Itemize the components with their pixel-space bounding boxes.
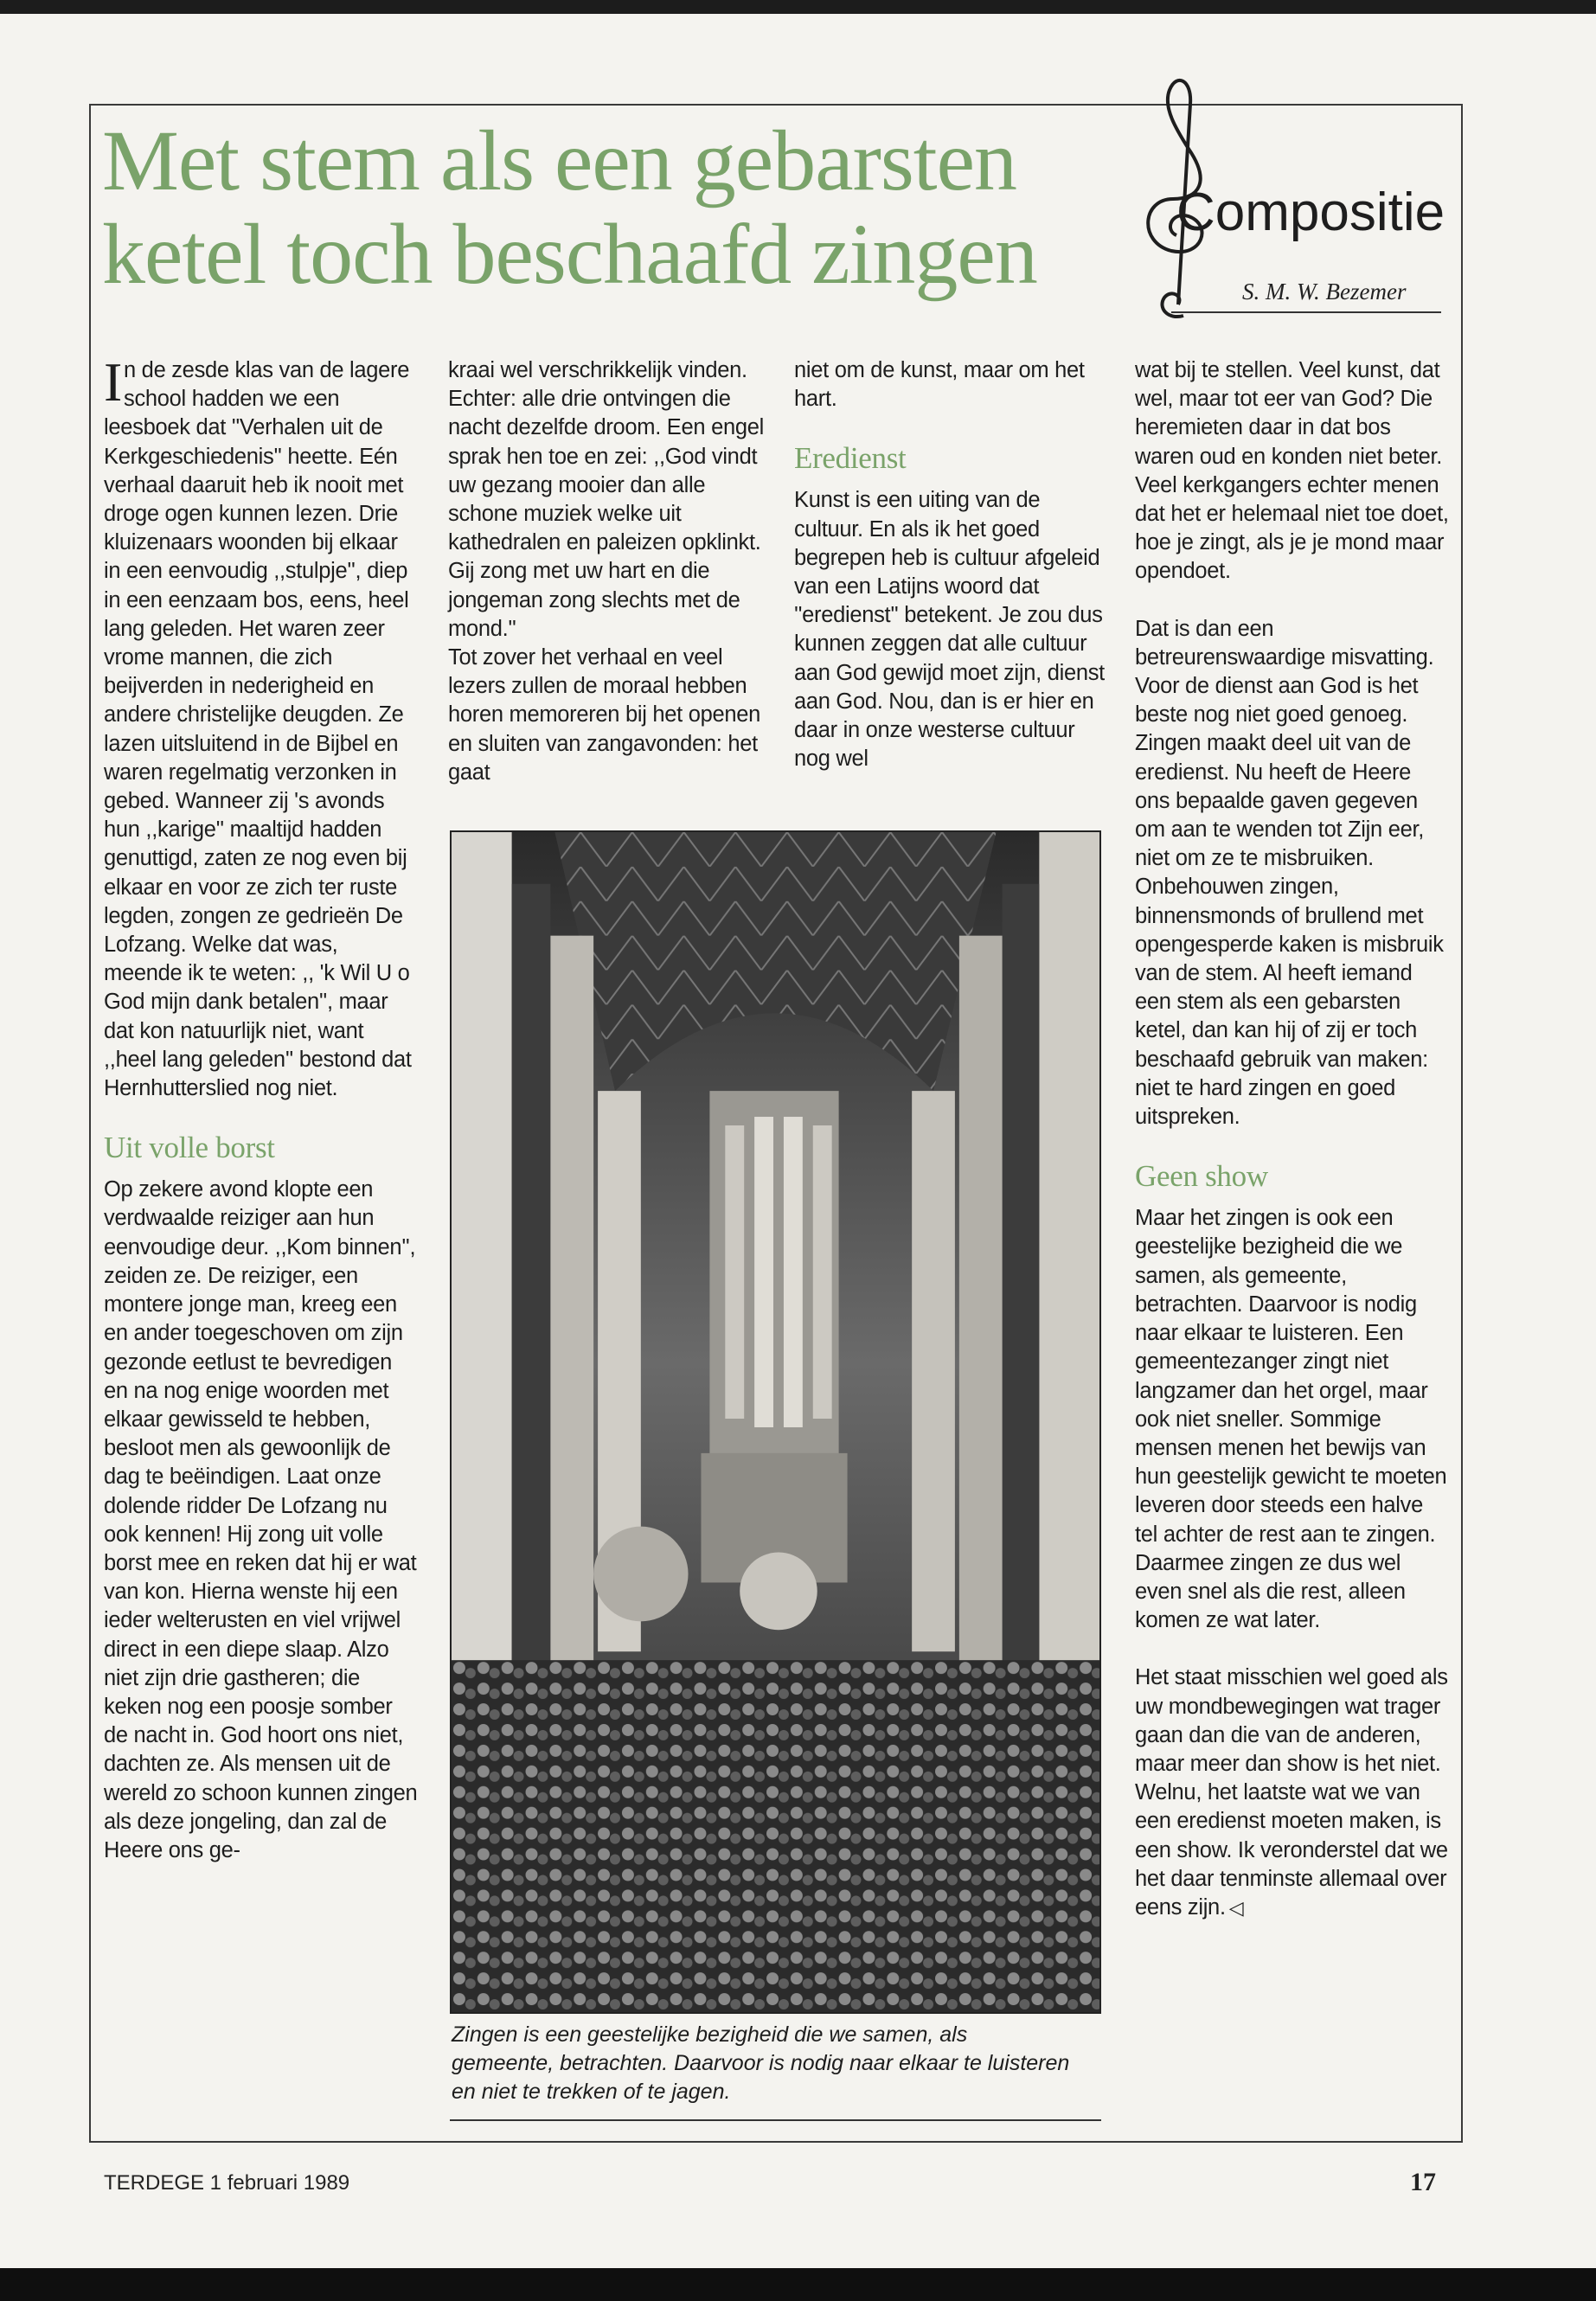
photo-caption: Zingen is een geestelijke bezigheid die we samen, als gemeente, betrachten. Daarvoor is nodig naar elkaar te luisteren en niet te trekken of te jagen. [452, 2022, 1070, 2104]
paragraph: Kunst is een uiting van de cultuur. En als ik het goed begrepen heb is cultuur afgeleid van een Latijns woord dat ''eredienst'' betekent. Je zou dus kunnen zeggen dat alle cultuur aan God gewijd moet zijn, dienst aan God. Nou, dan is er hier en daar in onze westerse cultuur nog wel [794, 488, 1105, 772]
paragraph: Tot zover het verhaal en veel lezers zullen de moraal hebben horen memoreren bij het openen en sluiten van zangavonden: het gaat [448, 645, 760, 785]
paragraph [1135, 1663, 1451, 1922]
subheading-geen-show: Geen show [1135, 1159, 1268, 1194]
caption-rule [450, 2119, 1101, 2121]
paragraph: Op zekere avond klopte een verdwaalde reiziger aan hun eenvoudige deur. ,,Kom binnen'', zeiden ze. De reiziger, een montere jonge man, kreeg een en ander toegeschoven om zijn gezonde eetlust te bevredigen en na nog enige woorden met elkaar gewisseld te hebben, besloot men als gewoonlijk de dag te beëindigen. Laat onze dolende ridder De Lofzang nu ook kennen! Hij zong uit volle borst mee en reken dat hij er wat van kon. Hierna wenste hij een ieder welterusten en viel vrijwel direct in een diepe slaap. Alzo niet zijn drie gastheren; die keken nog een poosje somber de nacht in. God hoort ons niet, dachten ze. Als mensen uit de wereld zo schoon kunnen zingen als deze jongeling, dan zal de Heere ons ge- [104, 1177, 418, 1862]
author-rule [1171, 311, 1441, 313]
text-column-2 [448, 356, 764, 787]
paragraph: kraai wel verschrikkelijk vinden. Echter: alle drie ontvingen die nacht dezelfde droom. Een engel sprak hen toe en zei: ,,God vindt uw gezang mooier dan alle schone muziek welke uit kathedralen en paleizen opklinkt. Gij zong met uw hart en die jongeman zong slechts met de mond.'' [448, 358, 764, 641]
intro-paragraph [104, 351, 420, 1103]
text-column-1 [104, 351, 420, 1865]
headline: Met stem als een gebarsten ketel toch beschaafd zingen [102, 112, 1037, 302]
paragraph-text: n de zesde klas van de lagere school hadden we een leesboek dat ''Verhalen uit de Kerkgeschiedenis'' heette. Eén verhaal daaruit heb ik nooit met droge ogen kunnen lezen. Drie kluizenaars woonden bij elkaar in een eenvoudig ,,stulpje'', diep in een eenzaam bos, eens, heel lang geleden. Het waren zeer vrome mannen, die zich beijverden in nederigheid en andere christelijke deugden. Ze lazen uitsluitend in de Bijbel en waren regelmatig verzonken in gebed. Wanneer zij 's avonds hun ,,karige'' maaltijd hadden genuttigd, zaten ze nog even bij elkaar en voor ze zich ter ruste legden, zongen ze gedrieën De Lofzang. Welke dat was, meende ik te weten: ,, 'k Wil U o God mijn dank betalen'', maar dat kon natuurlijk niet, want ,,heel lang geleden'' bestond dat Hernhutterslied nog niet. [104, 358, 412, 1101]
paragraph: wat bij te stellen. Veel kunst, dat wel, maar tot eer van God? Die heremieten daar in dat bos waren oud en konden niet beter. Veel kerkgangers echter menen dat het er helemaal niet toe doet, hoe je zingt, als je je mond maar opendoet. [1135, 358, 1449, 584]
text-column-4 [1135, 356, 1451, 1922]
bottom-scan-border [0, 2268, 1596, 2301]
page-number: 17 [1410, 2168, 1436, 2196]
publication-footer: TERDEGE 1 februari 1989 [104, 2171, 350, 2195]
drop-cap: I [104, 351, 123, 413]
author-byline: S. M. W. Bezemer [1242, 279, 1407, 304]
text-column-3 [794, 356, 1110, 773]
paragraph: niet om de kunst, maar om het hart. [794, 358, 1085, 412]
paragraph: Maar het zingen is ook een geestelijke bezigheid die we samen, als gemeente, betrachten. Daarvoor is nodig naar elkaar te luisteren. Een gemeentezanger zingt niet langzamer dan het orgel, maar ook niet sneller. Sommige mensen menen het bewijs van hun geestelijk gewicht te moeten leveren door steeds een halve tel achter de rest aan te zingen. Daarmee zingen ze dus wel even snel als die rest, alleen komen ze wat later. [1135, 1206, 1447, 1633]
subheading-eredienst: Eredienst [794, 441, 907, 476]
subheading-uit-volle-borst: Uit volle borst [104, 1131, 275, 1165]
end-mark-icon: ◁ [1228, 1896, 1244, 1919]
paragraph: Dat is dan een betreurenswaardige misvatting. Voor de dienst aan God is het beste nog niet goed genoeg. Zingen maakt deel uit van de eredienst. Nu heeft de Heere ons bepaalde gaven gegeven om aan te wenden tot Zijn eer, niet om ze te misbruiken. Onbehouwen zingen, binnensmonds of brullend met opengesperde kaken is misbruik van de stem. Al heeft iemand een stem als een gebarsten ketel, dan kan hij of zij er toch beschaafd gebruik van maken: niet te hard zingen en goed uitspreken. [1135, 616, 1444, 1130]
church-interior-photo [450, 830, 1101, 2014]
paragraph-text: Het staat misschien wel goed als uw mondbewegingen wat trager gaan dan die van de anderen, maar meer dan show is het niet. Welnu, het laatste wat we van een eredienst moeten maken, is een show. Ik veronderstel dat we het daar tenminste allemaal over eens zijn. [1135, 1665, 1448, 1920]
top-scan-border [0, 0, 1596, 14]
rubric-title: Compositie [1176, 183, 1445, 242]
